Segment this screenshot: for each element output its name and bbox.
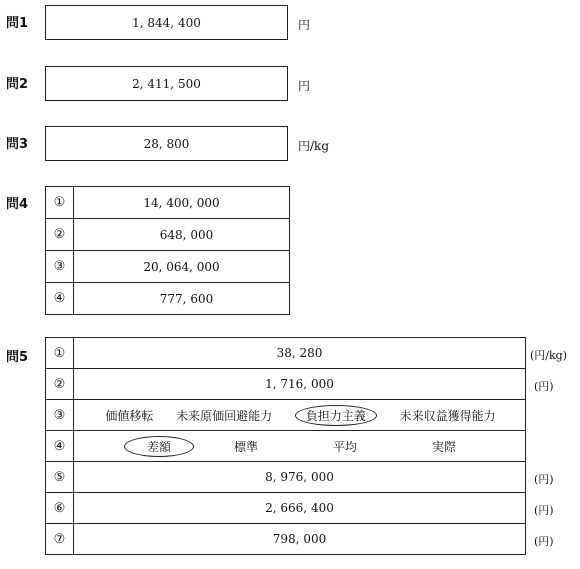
q4-row bbox=[46, 283, 290, 315]
q3-label: 問3 bbox=[6, 137, 29, 152]
q5-row bbox=[46, 462, 526, 493]
q5-row bbox=[46, 524, 526, 555]
q5-unit: (円) bbox=[534, 504, 554, 517]
q2-unit: 円 bbox=[298, 79, 311, 93]
q5-option: 未来原価回避能力 bbox=[176, 408, 273, 423]
q5-option-selected: 負担力主義 bbox=[295, 405, 377, 426]
q4-row bbox=[46, 219, 290, 251]
q5-row-choice bbox=[46, 431, 526, 462]
q1-answer: 1, 844, 400 bbox=[132, 15, 201, 30]
q5-option: 実際 bbox=[432, 439, 457, 454]
q5-table bbox=[45, 337, 526, 555]
q5-option: 標準 bbox=[234, 439, 259, 454]
q1-answer-box bbox=[45, 5, 288, 40]
q5-row-value: 38, 280 bbox=[74, 338, 526, 369]
q4-table bbox=[45, 186, 290, 315]
q5-row-value: 798, 000 bbox=[74, 524, 526, 555]
q5-row-num: ⑤ bbox=[46, 462, 74, 493]
q5-row-num: ④ bbox=[46, 431, 74, 462]
q2-answer-box bbox=[45, 66, 288, 101]
q3-answer: 28, 800 bbox=[143, 136, 190, 151]
q5-row-num: ⑦ bbox=[46, 524, 74, 555]
q4-row-value: 14, 400, 000 bbox=[74, 187, 290, 219]
q5-option: 平均 bbox=[333, 439, 358, 454]
q4-row-num: ③ bbox=[46, 251, 74, 283]
q5-row-num: ⑥ bbox=[46, 493, 74, 524]
q5-row-num: ① bbox=[46, 338, 74, 369]
q5-label: 問5 bbox=[6, 350, 29, 365]
q4-row bbox=[46, 187, 290, 219]
q4-row-value: 777, 600 bbox=[74, 283, 290, 315]
q4-row bbox=[46, 251, 290, 283]
q5-row-value: 2, 666, 400 bbox=[74, 493, 526, 524]
q3-answer-box bbox=[45, 126, 288, 161]
q5-row-choice bbox=[46, 400, 526, 431]
q4-row-num: ④ bbox=[46, 283, 74, 315]
q5-choice-cell bbox=[74, 400, 526, 431]
q5-choice-cell bbox=[74, 431, 526, 462]
q5-row bbox=[46, 493, 526, 524]
q2-answer: 2, 411, 500 bbox=[132, 76, 201, 91]
q5-unit: (円/kg) bbox=[530, 349, 567, 362]
q5-row-value: 8, 976, 000 bbox=[74, 462, 526, 493]
q4-row-value: 648, 000 bbox=[74, 219, 290, 251]
q2-label: 問2 bbox=[6, 77, 29, 92]
q4-row-num: ① bbox=[46, 187, 74, 219]
q4-label: 問4 bbox=[6, 197, 29, 212]
q5-unit: (円) bbox=[534, 535, 554, 548]
q5-option: 価値移転 bbox=[105, 408, 154, 423]
q5-row bbox=[46, 338, 526, 369]
q5-row bbox=[46, 369, 526, 400]
q4-row-value: 20, 064, 000 bbox=[74, 251, 290, 283]
q5-row-num: ② bbox=[46, 369, 74, 400]
q5-row-value: 1, 716, 000 bbox=[74, 369, 526, 400]
q4-row-num: ② bbox=[46, 219, 74, 251]
q5-row-num: ③ bbox=[46, 400, 74, 431]
q5-option: 未来収益獲得能力 bbox=[399, 408, 496, 423]
q1-unit: 円 bbox=[298, 18, 311, 32]
q5-option-selected: 差額 bbox=[124, 436, 194, 457]
q5-unit: (円) bbox=[534, 473, 554, 486]
q1-label: 問1 bbox=[6, 16, 29, 31]
q3-unit: 円/kg bbox=[298, 139, 329, 153]
q5-unit: (円) bbox=[534, 380, 554, 393]
